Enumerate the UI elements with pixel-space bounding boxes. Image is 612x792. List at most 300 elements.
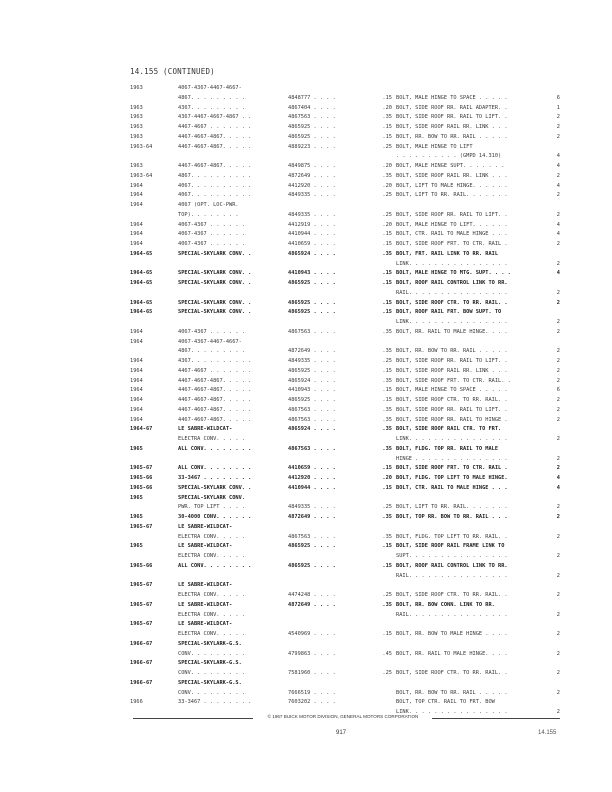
part-number-cell: 7581960 . . . . <box>288 670 336 676</box>
quantity-cell: 2 <box>556 114 560 121</box>
quantity-cell: 2 <box>556 436 560 442</box>
part-number-cell: 4849335 . . . . <box>288 358 336 364</box>
description-cell: BOLT, RR. BOW CONN. LINK TO RR. <box>396 601 495 608</box>
description-cell: BOLT, SIDE ROOF FRT. TO CTR. RAIL. . <box>396 377 511 384</box>
parts-row <box>0 523 612 533</box>
parts-row <box>0 396 612 406</box>
part-number-cell: 4849335 . . . . <box>288 211 336 218</box>
quantity-cell: 4 <box>556 182 560 189</box>
year-cell: 1963 <box>130 85 143 91</box>
description-cell: BOLT, RR. RAIL TO MALE HINGE. . . . <box>396 650 508 657</box>
price-cell: .20 <box>382 221 392 228</box>
price-cell: .15 <box>382 133 392 140</box>
description-cell: BOLT, LIFT TO MALE HINGE. . . . . . <box>396 182 508 189</box>
description-cell: BOLT, FLDG. TOP LIFT TO MALE HINGE. <box>396 475 508 481</box>
price-cell: .35 <box>382 406 392 413</box>
price-cell: .20 <box>382 182 392 189</box>
model-cell: ELECTRA CONV. . . . . <box>178 611 245 618</box>
year-cell: 1964-65 <box>130 270 153 277</box>
quantity-cell: 2 <box>556 670 560 676</box>
price-cell: .25 <box>382 670 392 676</box>
quantity-cell: 2 <box>556 611 560 618</box>
price-cell: .25 <box>382 504 392 511</box>
model-cell: 4067. . . . . . . . . . <box>178 182 252 189</box>
description-cell: BOLT, MALE HINGE TO SPACE . . . . . <box>396 387 508 394</box>
description-cell: BOLT, SIDE ROOF RR. RAIL TO LIFT. . <box>396 114 508 121</box>
parts-row <box>0 104 612 114</box>
parts-row <box>0 659 612 669</box>
parts-row <box>0 581 612 591</box>
quantity-cell: 2 <box>556 289 560 296</box>
quantity-cell: 2 <box>556 572 560 579</box>
model-cell: 4467-4667-4867. . . . . <box>178 377 252 384</box>
parts-row <box>0 269 612 279</box>
part-number-cell: 4410659 . . . . <box>288 465 336 472</box>
model-cell: 4467-4667-4867. . . . . <box>178 406 252 413</box>
year-cell: 1964 <box>130 241 143 247</box>
parts-row <box>0 94 612 104</box>
quantity-cell: 2 <box>556 455 560 462</box>
quantity-cell: 2 <box>556 328 560 335</box>
quantity-cell: 2 <box>556 260 560 267</box>
parts-row <box>0 698 612 708</box>
price-cell: .15 <box>382 465 392 472</box>
model-cell: 4367-4467-4667-4867 . . <box>178 114 252 121</box>
quantity-cell: 2 <box>556 124 560 130</box>
price-cell: .15 <box>382 231 392 238</box>
model-cell: ALL CONV. . . . . . . . <box>178 562 252 569</box>
part-number-cell: 4865925 . . . . <box>288 562 336 569</box>
year-cell: 1963 <box>130 133 143 140</box>
description-cell: BOLT, MALE HINGE TO SPACE . . . . . <box>396 94 508 101</box>
model-cell: 4467-4667-4867. . . . . <box>178 143 252 150</box>
model-cell: 4467-4667 . . . . . . . <box>178 367 252 374</box>
part-number-cell: 4867563 . . . . <box>288 533 336 540</box>
year-cell: 1966-67 <box>130 679 153 686</box>
model-cell: ALL CONV. . . . . . . . <box>178 465 252 472</box>
part-number-cell: 4849335 . . . . <box>288 192 336 199</box>
model-cell: 4367. . . . . . . . . . <box>178 358 252 364</box>
parts-row <box>0 416 612 426</box>
price-cell: .25 <box>382 192 392 199</box>
description-cell: BOLT, SIDE ROOF FRT. TO CTR. RAIL . <box>396 241 508 247</box>
parts-row <box>0 689 612 699</box>
part-number-cell: 4865925 . . . . <box>288 367 336 374</box>
parts-row <box>0 289 612 299</box>
price-cell: .35 <box>382 328 392 335</box>
description-cell: BOLT, LIFT TO RR. RAIL. . . . . . . <box>396 504 508 511</box>
quantity-cell: 2 <box>556 650 560 657</box>
year-cell: 1965-66 <box>130 484 153 491</box>
year-cell: 1965 <box>130 543 143 550</box>
year-cell: 1963 <box>130 104 143 111</box>
description-cell: BOLT, FLDG. TOP LIFT TO RR. RAIL. . <box>396 533 508 540</box>
description-cell: BOLT, SIDE ROOF CTR. TO RR. RAIL. . <box>396 592 508 598</box>
model-cell: SPECIAL-SKYLARK CONV. . <box>178 484 252 491</box>
price-cell: .15 <box>382 397 392 403</box>
model-cell: CONV. . . . . . . . . <box>178 670 245 676</box>
parts-row <box>0 542 612 552</box>
description-cell: BOLT, LIFT TO RR. RAIL. . . . . . . <box>396 192 508 199</box>
quantity-cell: 6 <box>556 94 560 101</box>
parts-row <box>0 445 612 455</box>
quantity-cell: 2 <box>556 367 560 374</box>
year-cell: 1964-65 <box>130 309 153 316</box>
description-cell: BOLT, RR. BOW TO RR. RAIL . . . . . <box>396 133 508 140</box>
description-cell: BOLT, SIDE ROOF CTR. TO RR. RAIL. . <box>396 397 508 403</box>
year-cell: 1965-67 <box>130 465 153 472</box>
description-cell: BOLT, SIDE ROOF RAIL CTR. TO FRT. <box>396 426 502 433</box>
model-cell: SPECIAL-SKYLARK CONV. . <box>178 280 252 286</box>
model-cell: 4067-4367-4467-4667- <box>178 85 242 91</box>
price-cell: .35 <box>382 250 392 257</box>
part-number-cell: 4867563 . . . . <box>288 406 336 413</box>
year-cell: 1964 <box>130 397 143 403</box>
parts-row <box>0 455 612 465</box>
part-number-cell: 7666519 . . . . <box>288 689 336 696</box>
price-cell: .20 <box>382 475 392 481</box>
model-cell: SPECIAL-SKYLARK CONV. . <box>178 270 252 277</box>
part-number-cell: 4865925 . . . . <box>288 124 336 130</box>
description-cell: LINK. . . . . . . . . . . . . . . . <box>396 436 508 442</box>
parts-row <box>0 328 612 338</box>
year-cell: 1964-65 <box>130 250 153 257</box>
quantity-cell: 2 <box>556 299 560 306</box>
model-cell: 4067-4367 . . . . . . <box>178 221 245 228</box>
year-cell: 1964-67 <box>130 426 153 433</box>
quantity-cell: 2 <box>556 709 560 715</box>
model-cell: SPECIAL-SKYLARK-G.S. <box>178 679 242 686</box>
model-cell: 4367. . . . . . . . . <box>178 104 245 111</box>
quantity-cell: 4 <box>556 163 560 169</box>
description-cell: BOLT, SIDE ROOF RAIL FRAME LINK TO <box>396 543 505 550</box>
parts-row <box>0 260 612 270</box>
part-number-cell: 4848777 . . . . <box>288 94 336 101</box>
part-number-cell: 4412920 . . . . <box>288 475 336 481</box>
part-number-cell: 4865924 . . . . <box>288 377 336 384</box>
year-cell: 1965 <box>130 514 143 520</box>
part-number-cell: 4410944 . . . . <box>288 231 336 238</box>
model-cell: 4467-4667-4867. . . . . <box>178 416 252 423</box>
description-cell: SUPT. . . . . . . . . . . . . . . . <box>396 553 508 559</box>
quantity-cell: 1 <box>556 104 560 111</box>
description-cell: BOLT, TOP CTR. RAIL TO FRT. BOW <box>396 699 495 706</box>
parts-row <box>0 250 612 260</box>
quantity-cell: 2 <box>556 504 560 511</box>
parts-row <box>0 464 612 474</box>
parts-row <box>0 230 612 240</box>
quantity-cell: 2 <box>556 553 560 559</box>
model-cell: ELECTRA CONV. . . . . <box>178 553 245 559</box>
description-cell: BOLT, FRT. RAIL LINK TO RR. RAIL <box>396 250 499 257</box>
model-cell: SPECIAL-SKYLARK CONV. <box>178 494 245 501</box>
part-number-cell: 4865925 . . . . <box>288 299 336 306</box>
year-cell: 1965 <box>130 445 143 452</box>
quantity-cell: 2 <box>556 377 560 384</box>
part-number-cell: 4849335 . . . . <box>288 504 336 511</box>
year-cell: 1965-67 <box>130 582 153 589</box>
quantity-cell: 2 <box>556 514 560 520</box>
year-cell: 1966-67 <box>130 660 153 667</box>
price-cell: .35 <box>382 114 392 121</box>
description-cell: BOLT, RR. BOW TO MALE HINGE . . . . <box>396 631 508 637</box>
description-cell: BOLT, SIDE ROOF RR. RAIL ADAPTER. . <box>396 104 508 111</box>
parts-row <box>0 152 612 162</box>
year-cell: 1964 <box>130 416 143 423</box>
parts-row <box>0 133 612 143</box>
price-cell: .25 <box>382 143 392 150</box>
description-cell: RAIL. . . . . . . . . . . . . . . . <box>396 289 508 296</box>
parts-row <box>0 172 612 182</box>
description-cell: LINK. . . . . . . . . . . . . . . . <box>396 319 508 325</box>
part-number-cell: 4872649 . . . . <box>288 172 336 179</box>
model-cell: 4467-4667-4867. . . . . <box>178 163 252 169</box>
year-cell: 1965 <box>130 494 143 501</box>
quantity-cell: 2 <box>556 348 560 355</box>
description-cell: BOLT, FLDG. TOP RR. RAIL TO MALE <box>396 445 499 452</box>
description-cell: BOLT, CTR. RAIL TO MALE HINGE . . . <box>396 231 508 238</box>
year-cell: 1964 <box>130 182 143 189</box>
part-number-cell: 4410659 . . . . <box>288 241 336 247</box>
year-cell: 1964 <box>130 202 143 208</box>
description-cell: . . . . . . . . . . (GMPD 14.310) <box>396 153 502 160</box>
price-cell: .15 <box>382 367 392 374</box>
description-cell: BOLT, SIDE ROOF CTR. TO RR. RAIL. . <box>396 670 508 676</box>
price-cell: .25 <box>382 592 392 598</box>
parts-row <box>0 630 612 640</box>
quantity-cell: 2 <box>556 211 560 218</box>
part-number-cell: 4799863 . . . . <box>288 650 336 657</box>
parts-row <box>0 367 612 377</box>
model-cell: ELECTRA CONV. . . . . <box>178 436 245 442</box>
year-cell: 1965-66 <box>130 475 153 481</box>
parts-row <box>0 552 612 562</box>
price-cell: .15 <box>382 270 392 277</box>
model-cell: ALL CONV. . . . . . . . <box>178 445 252 452</box>
model-cell: LE SABRE-WILDCAT- <box>178 543 233 550</box>
description-cell: BOLT, SIDE ROOF RAIL RR. LINK . . . <box>396 367 508 374</box>
price-cell: .35 <box>382 514 392 520</box>
description-cell: BOLT, SIDE ROOF RR. RAIL TO LIFT. . <box>396 406 508 413</box>
price-cell: .35 <box>382 426 392 433</box>
part-number-cell: 4410943 . . . . <box>288 270 336 277</box>
description-cell: BOLT, SIDE ROOF FRT. TO CTR. RAIL . <box>396 465 508 472</box>
quantity-cell: 4 <box>556 221 560 228</box>
model-cell: LE SABRE-WILDCAT- <box>178 523 233 530</box>
parts-row <box>0 601 612 611</box>
model-cell: 4467-4667-4867. . . . . <box>178 133 252 140</box>
parts-row <box>0 640 612 650</box>
parts-row <box>0 562 612 572</box>
year-cell: 1966-67 <box>130 640 153 647</box>
model-cell: LE SABRE-WILDCAT- <box>178 426 233 433</box>
year-cell: 1964 <box>130 367 143 374</box>
year-cell: 1966 <box>130 699 143 706</box>
model-cell: 30-4000 CONV. . . . . . <box>178 514 252 520</box>
description-cell: BOLT, TOP RR. BOW TO RR. RAIL . . . <box>396 514 508 520</box>
parts-row <box>0 211 612 221</box>
description-cell: BOLT, MALE HINGE SUPT. . . . . . . <box>396 163 505 169</box>
description-cell: BOLT, SIDE ROOF RAIL RR. LINK . . . <box>396 124 508 130</box>
part-number-cell: 4410943 . . . . <box>288 387 336 394</box>
parts-row <box>0 591 612 601</box>
parts-row <box>0 279 612 289</box>
price-cell: .35 <box>382 377 392 384</box>
price-cell: .15 <box>382 631 392 637</box>
description-cell: BOLT, MALE HINGE TO MTG. SUPT. . . . <box>396 270 511 277</box>
parts-row <box>0 669 612 679</box>
part-number-cell: 7603202 . . . . <box>288 699 336 706</box>
part-number-cell: 4872649 . . . . <box>288 514 336 520</box>
description-cell: BOLT, RR. BOW TO RR. RAIL . . . . . <box>396 348 508 355</box>
year-cell: 1965-67 <box>130 523 153 530</box>
part-number-cell: 4410944 . . . . <box>288 484 336 491</box>
model-cell: 4067-4367 . . . . . . <box>178 231 245 238</box>
quantity-cell: 4 <box>556 484 560 491</box>
year-cell: 1964 <box>130 221 143 228</box>
parts-row <box>0 221 612 231</box>
price-cell: .15 <box>382 241 392 247</box>
model-cell: 4067-4367-4467-4667- <box>178 338 242 345</box>
part-number-cell: 4889223 . . . . <box>288 143 336 150</box>
parts-row <box>0 435 612 445</box>
quantity-cell: 2 <box>556 689 560 696</box>
parts-row <box>0 338 612 348</box>
parts-row <box>0 533 612 543</box>
price-cell: .15 <box>382 309 392 316</box>
price-cell: .15 <box>382 543 392 550</box>
description-cell: BOLT, RR. BOW TO RR. RAIL . . . . . <box>396 689 508 696</box>
quantity-cell: 2 <box>556 416 560 423</box>
model-cell: 4067-4367 . . . . . . <box>178 241 245 247</box>
footer-rule-left <box>133 718 253 719</box>
year-cell: 1964 <box>130 231 143 238</box>
year-cell: 1965-67 <box>130 601 153 608</box>
price-cell: .25 <box>382 211 392 218</box>
quantity-cell: 2 <box>556 172 560 179</box>
year-cell: 1964 <box>130 192 143 199</box>
price-cell: .15 <box>382 280 392 286</box>
parts-row <box>0 182 612 192</box>
price-cell: .25 <box>382 358 392 364</box>
price-cell: .15 <box>382 562 392 569</box>
footer-copyright: © 1967 BUICK MOTOR DIVISION, GENERAL MOTORS CORPORATION <box>267 714 419 719</box>
model-cell: SPECIAL-SKYLARK-G.S. <box>178 660 242 667</box>
parts-row <box>0 201 612 211</box>
parts-row <box>0 386 612 396</box>
parts-row <box>0 162 612 172</box>
year-cell: 1964 <box>130 338 143 345</box>
parts-row <box>0 357 612 367</box>
model-cell: SPECIAL-SKYLARK CONV. . <box>178 250 252 257</box>
year-cell: 1964-65 <box>130 299 153 306</box>
year-cell: 1963-64 <box>130 172 153 179</box>
part-number-cell: 4867563 . . . . <box>288 445 336 452</box>
parts-row <box>0 240 612 250</box>
year-cell: 1963 <box>130 163 143 169</box>
price-cell: .15 <box>382 387 392 394</box>
quantity-cell: 2 <box>556 533 560 540</box>
year-cell: 1965-66 <box>130 562 153 569</box>
page-number: 917 <box>336 730 347 736</box>
parts-row <box>0 679 612 689</box>
part-number-cell: 4872649 . . . . <box>288 601 336 608</box>
description-cell: RAIL. . . . . . . . . . . . . . . . <box>396 572 508 579</box>
part-number-cell: 4867563 . . . . <box>288 416 336 423</box>
model-cell: PWR. TOP LIFT . . . . <box>178 504 245 511</box>
description-cell: BOLT, SIDE ROOF CTR. TO RR. RAIL. . <box>396 299 508 306</box>
description-cell: RAIL. . . . . . . . . . . . . . . . <box>396 611 508 618</box>
model-cell: 4467-4667 . . . . . . . <box>178 124 252 130</box>
quantity-cell: 2 <box>556 592 560 598</box>
quantity-cell: 2 <box>556 358 560 364</box>
parts-row <box>0 191 612 201</box>
quantity-cell: 4 <box>556 231 560 238</box>
parts-row <box>0 425 612 435</box>
parts-row <box>0 113 612 123</box>
model-cell: LE SABRE-WILDCAT- <box>178 601 233 608</box>
part-number-cell: 4865924 . . . . <box>288 250 336 257</box>
model-cell: 4467-4667-4867. . . . . <box>178 387 252 394</box>
parts-row <box>0 406 612 416</box>
parts-row <box>0 123 612 133</box>
model-cell: TOP). . . . . . . . <box>178 211 239 218</box>
parts-row <box>0 650 612 660</box>
parts-row <box>0 84 612 94</box>
description-cell: HINGE . . . . . . . . . . . . . . . <box>396 455 508 462</box>
part-number-cell: 4849875 . . . . <box>288 163 336 169</box>
description-cell: BOLT, SIDE ROOF RAIL RR. LINK . . . <box>396 172 508 179</box>
year-cell: 1964 <box>130 328 143 335</box>
model-cell: 4067-4367 . . . . . . <box>178 328 245 335</box>
year-cell: 1964 <box>130 387 143 394</box>
parts-row <box>0 611 612 621</box>
year-cell: 1963-64 <box>130 143 153 150</box>
model-cell: SPECIAL-SKYLARK-G.S. <box>178 640 242 647</box>
description-cell: BOLT, MALE HINGE TO LIFT <box>396 143 473 150</box>
parts-row <box>0 143 612 153</box>
group-number: 14.155 <box>538 730 557 736</box>
part-number-cell: 4412919 . . . . <box>288 221 336 228</box>
model-cell: SPECIAL-SKYLARK CONV. . <box>178 299 252 306</box>
quantity-cell: 2 <box>556 133 560 140</box>
price-cell: .15 <box>382 484 392 491</box>
description-cell: BOLT, ROOF RAIL CONTROL LINK TO RR. <box>396 280 508 286</box>
model-cell: CONV. . . . . . . . . <box>178 650 245 657</box>
price-cell: .35 <box>382 445 392 452</box>
model-cell: ELECTRA CONV. . . . . <box>178 592 245 598</box>
quantity-cell: 2 <box>556 319 560 325</box>
model-cell: LE SABRE-WILDCAT- <box>178 621 233 628</box>
parts-row <box>0 377 612 387</box>
quantity-cell: 4 <box>556 153 560 160</box>
description-cell: BOLT, SIDE ROOF RR. RAIL TO LIFT. . <box>396 358 508 364</box>
description-cell: LINK. . . . . . . . . . . . . . . . <box>396 260 508 267</box>
part-number-cell: 4540969 . . . . <box>288 631 336 637</box>
quantity-cell: 2 <box>556 397 560 403</box>
part-number-cell: 4865925 . . . . <box>288 543 336 550</box>
year-cell: 1964 <box>130 406 143 413</box>
year-cell: 1963 <box>130 124 143 130</box>
parts-row <box>0 308 612 318</box>
part-number-cell: 4474248 . . . . <box>288 592 336 598</box>
parts-row <box>0 494 612 504</box>
section-header: 14.155 (CONTINUED) <box>130 67 215 76</box>
description-cell: BOLT, ROOF RAIL CONTROL LINK TO RR. <box>396 562 508 569</box>
part-number-cell: 4867563 . . . . <box>288 328 336 335</box>
model-cell: 4467-4667-4867. . . . . <box>178 397 252 403</box>
parts-row <box>0 484 612 494</box>
